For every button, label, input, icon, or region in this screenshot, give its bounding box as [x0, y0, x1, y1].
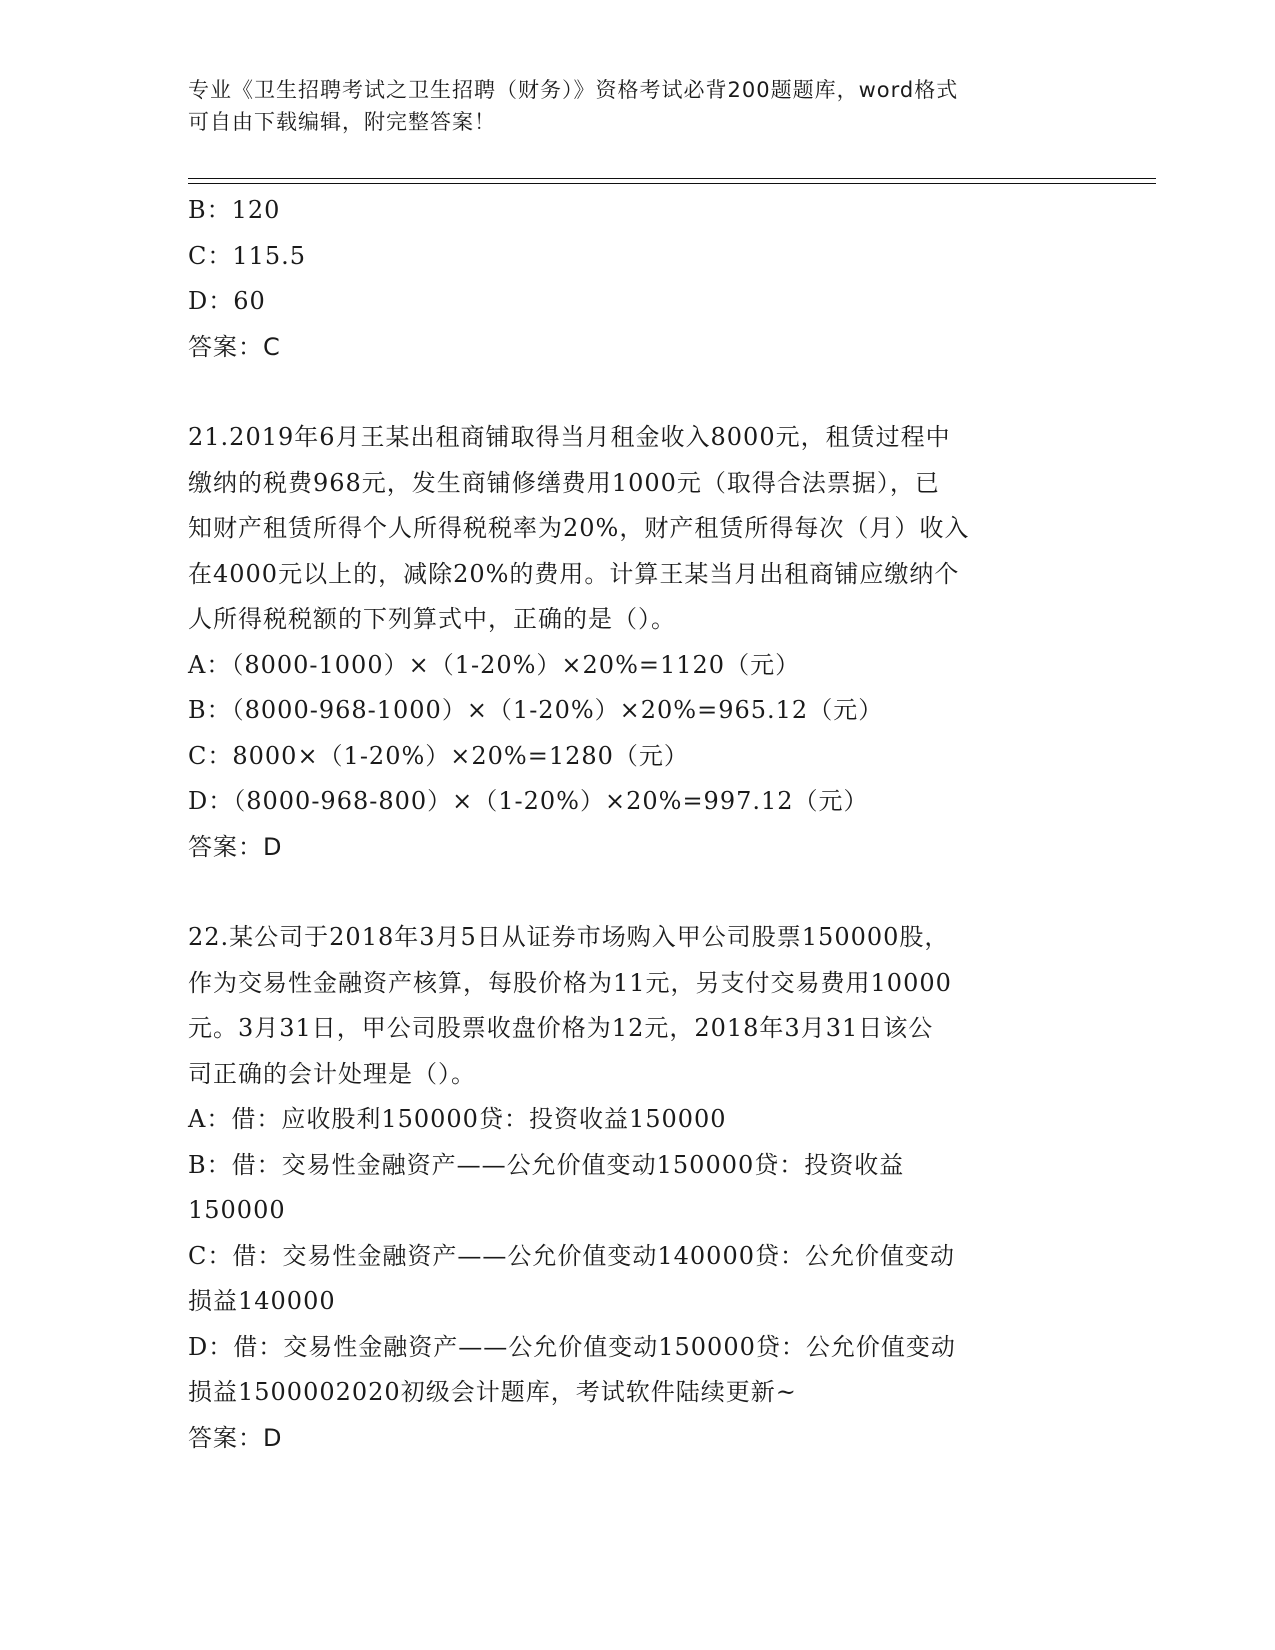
option-d: D：（8000-968-800）×（1-20%）×20%=997.12（元） — [188, 787, 869, 815]
document-header — [188, 74, 1088, 138]
question-21 — [188, 415, 1078, 870]
option-c-continued: 损益140000 — [188, 1287, 336, 1315]
answer-line: 答案：D — [188, 832, 283, 861]
question-stem-line: 人所得税税额的下列算式中，正确的是（）。 — [188, 605, 676, 633]
option-b: B：120 — [188, 196, 281, 224]
option-a: A：借：应收股利150000贷：投资收益150000 — [188, 1105, 727, 1133]
option-d-continued: 损益1500002020初级会计题库，考试软件陆续更新~ — [188, 1378, 797, 1406]
question-stem-line: 22.某公司于2018年3月5日从证券市场购入甲公司股票150000股， — [188, 923, 950, 951]
option-b-continued: 150000 — [188, 1196, 286, 1224]
spacer — [188, 870, 1078, 915]
option-c: C：8000×（1-20%）×20%=1280（元） — [188, 741, 689, 770]
question-stem-line: 缴纳的税费968元，发生商铺修缮费用1000元（取得合法票据），已 — [188, 468, 940, 497]
question-stem-line: 在4000元以上的，减除20%的费用。计算王某当月出租商铺应缴纳个 — [188, 559, 960, 588]
question-stem-line: 元。3月31日，甲公司股票收盘价格为12元，2018年3月31日该公 — [188, 1014, 934, 1042]
option-d: D：借：交易性金融资产——公允价值变动150000贷：公允价值变动 — [188, 1332, 956, 1361]
question-22 — [188, 915, 1078, 1461]
option-d: D：60 — [188, 287, 266, 315]
question-stem-line: 21.2019年6月王某出租商铺取得当月租金收入8000元，租赁过程中 — [188, 423, 951, 451]
question-stem-line: 司正确的会计处理是（）。 — [188, 1059, 476, 1088]
question-stem-line: 知财产租赁所得个人所得税税率为20%，财产租赁所得每次（月）收入 — [188, 514, 970, 542]
answer-line: 答案：C — [188, 332, 281, 361]
option-a: A：（8000-1000）×（1-20%）×20%=1120（元） — [188, 650, 801, 679]
spacer — [188, 370, 1078, 415]
option-b: B：（8000-968-1000）×（1-20%）×20%=965.12（元） — [188, 696, 884, 724]
option-b: B：借：交易性金融资产——公允价值变动150000贷：投资收益 — [188, 1150, 905, 1179]
header-line-2: 可自由下载编辑，附完整答案！ — [188, 110, 496, 134]
question-stem-line: 作为交易性金融资产核算，每股价格为11元，另支付交易费用10000 — [188, 968, 952, 997]
prev-question — [188, 188, 1078, 370]
header-double-rule — [188, 178, 1156, 184]
document-body — [188, 188, 1078, 1461]
answer-line: 答案：D — [188, 1423, 283, 1452]
option-c: C：借：交易性金融资产——公允价值变动140000贷：公允价值变动 — [188, 1241, 955, 1270]
header-line-1: 专业《卫生招聘考试之卫生招聘（财务）》资格考试必背200题题库，word格式 — [188, 78, 959, 102]
option-c: C：115.5 — [188, 241, 307, 270]
